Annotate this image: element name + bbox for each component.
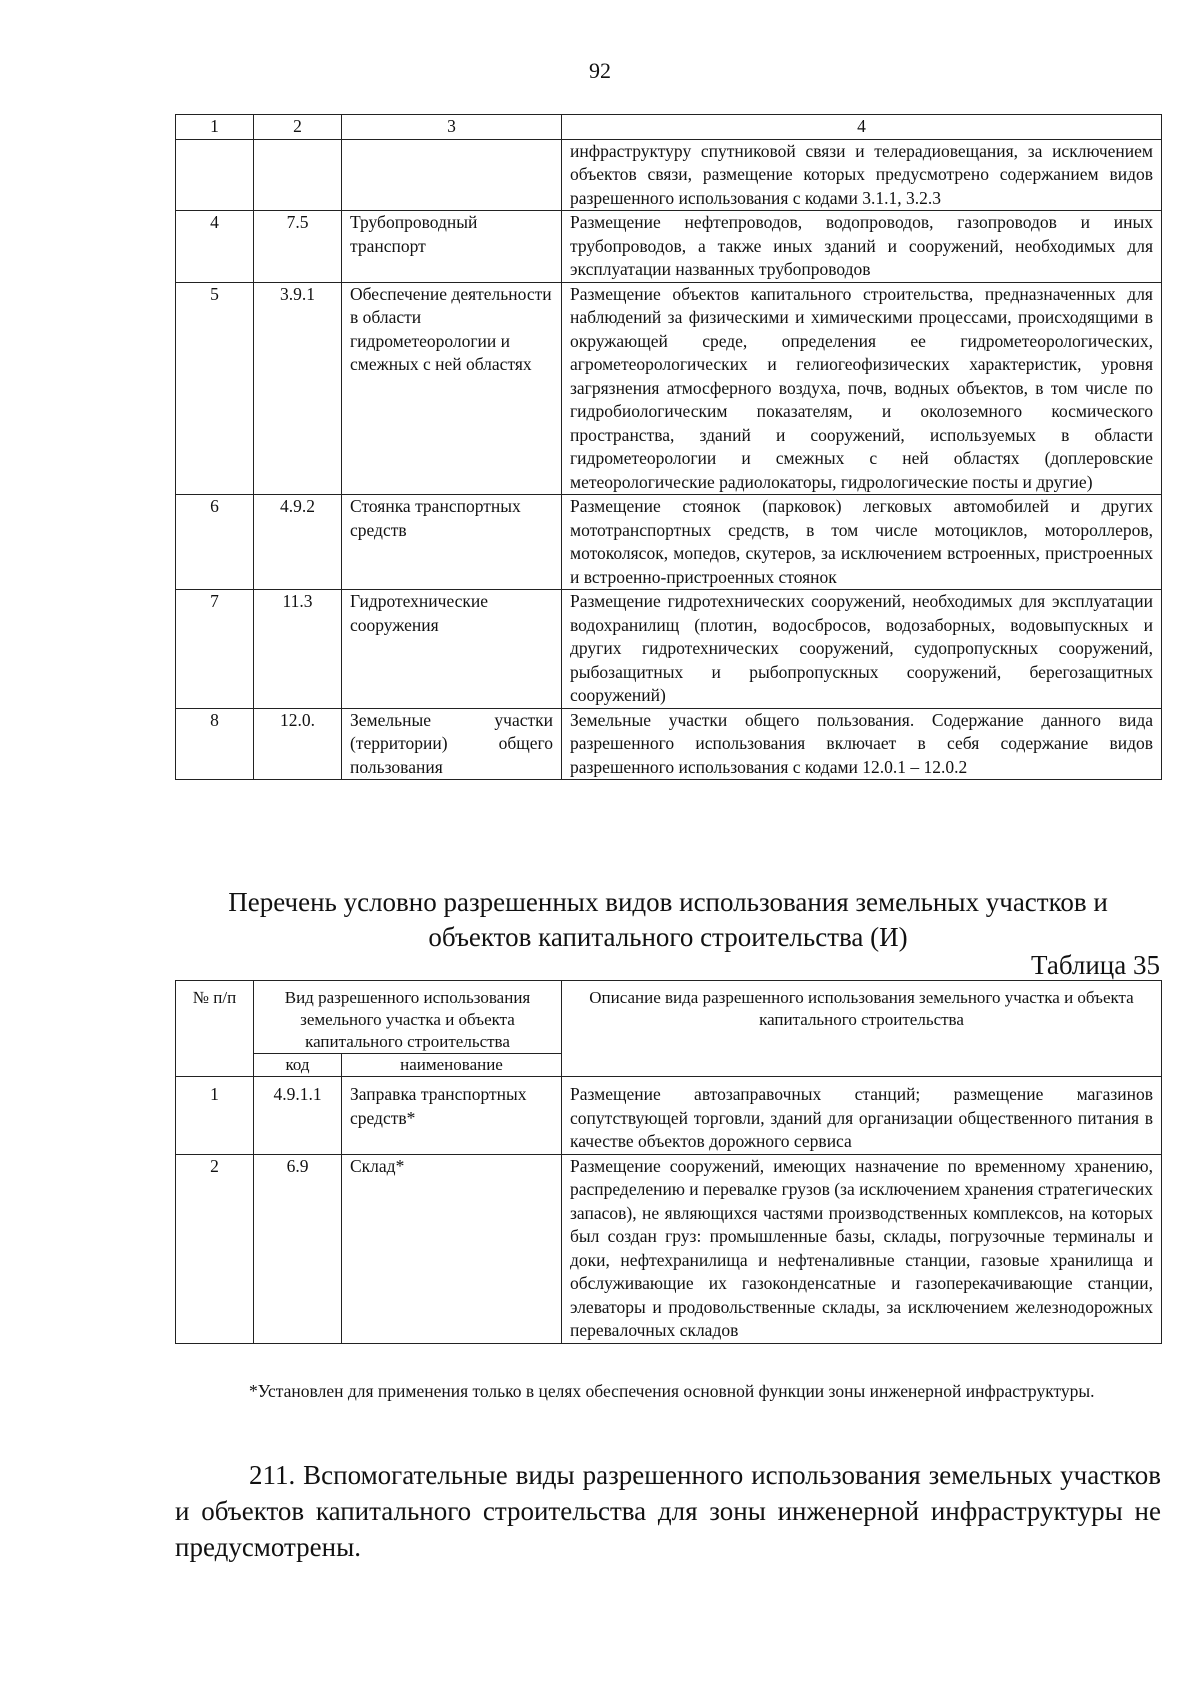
table-row [176, 1077, 1162, 1155]
use-code: 4.9.1.1 [254, 1077, 342, 1155]
clause-211: 211. Вспомогательные виды разрешенного использования земельных участков и объектов капитального строительства для зоны инженерной инфраструктуры не предусмотрены. [175, 1460, 1161, 1562]
table-row [176, 1154, 1162, 1343]
use-code: 6.9 [254, 1154, 342, 1343]
use-code: 7.5 [254, 211, 342, 283]
row-number: 1 [176, 1077, 254, 1155]
use-name: Заправка транспортных средств* [342, 1077, 562, 1155]
table-row [176, 495, 1162, 590]
column-header: 4 [562, 115, 1162, 140]
use-description: Земельные участки общего пользования. Содержание данного вида разрешенного использования включает в себя содержание видов разрешенного использования с кодами 12.0.1 – 12.0.2 [562, 708, 1162, 780]
use-code [254, 139, 342, 211]
row-number: 5 [176, 282, 254, 495]
use-description: Размещение сооружений, имеющих назначение по временному хранению, распределению и перевалке грузов (за исключением хранения стратегических запасов), не являющихся частями производственных комплексов, на которых был создан груз: промышленные базы, склады, погрузочные терминалы и доки, нефтехранилища и нефтеналивные станции, газовые хранилища и обслуживающие их газоконденсатные и газоперекачивающие станции, элеваторы и продовольственные склады, за исключением железнодорожных перевалочных складов [562, 1154, 1162, 1343]
table-row [176, 139, 1162, 211]
table-header-row [176, 115, 1162, 140]
use-type-column-header: Вид разрешенного использования земельного участка и объекта капитального строительства [254, 981, 562, 1054]
table-caption: Таблица 35 [1031, 950, 1160, 980]
table-header-row [176, 981, 1162, 1054]
use-name [342, 139, 562, 211]
table-row [176, 211, 1162, 283]
use-name: Обеспечение деятельности в области гидрометеорологии и смежных с ней областях [342, 282, 562, 495]
table-row [176, 590, 1162, 709]
use-code: 4.9.2 [254, 495, 342, 590]
table-row [176, 708, 1162, 780]
page-number: 92 [589, 58, 611, 83]
row-number: 7 [176, 590, 254, 709]
section-heading: Перечень условно разрешенных видов использования земельных участков и объектов капитального строительства (И) [228, 887, 1108, 952]
row-number: 2 [176, 1154, 254, 1343]
row-number: 4 [176, 211, 254, 283]
row-number: 8 [176, 708, 254, 780]
use-name: Трубопроводный транспорт [342, 211, 562, 283]
description-column-header: Описание вида разрешенного использования земельного участка и объекта капитального строительства [562, 981, 1162, 1077]
use-name: Стоянка транспортных средств [342, 495, 562, 590]
row-number: 6 [176, 495, 254, 590]
land-use-table-continued [175, 114, 1162, 780]
table-row [176, 282, 1162, 495]
column-header: 3 [342, 115, 562, 140]
column-header: 1 [176, 115, 254, 140]
use-code: 3.9.1 [254, 282, 342, 495]
footnote: *Установлен для применения только в целях обеспечения основной функции зоны инженерной инфраструктуры. [249, 1381, 1095, 1401]
column-header: 2 [254, 115, 342, 140]
number-column-header: № п/п [176, 981, 254, 1077]
use-description: Размещение стоянок (парковок) легковых автомобилей и других мототранспортных средств, в том числе мотоциклов, мотороллеров, мотоколясок, мопедов, скутеров, за исключением встроенных, пристроенных и встроенно-пристроенных стоянок [562, 495, 1162, 590]
use-description: Размещение гидротехнических сооружений, необходимых для эксплуатации водохранилищ (плотин, водосбросов, водозаборных, водовыпускных и других гидротехнических сооружений, судопропускных сооружений, рыбозащитных и рыбопропускных сооружений, берегозащитных сооружений) [562, 590, 1162, 709]
use-code: 12.0. [254, 708, 342, 780]
row-number [176, 139, 254, 211]
name-column-header: наименование [342, 1054, 562, 1077]
use-code: 11.3 [254, 590, 342, 709]
use-name: Гидротехнические сооружения [342, 590, 562, 709]
use-name: Склад* [342, 1154, 562, 1343]
use-description: инфраструктуру спутниковой связи и телерадиовещания, за исключением объектов связи, размещение которых предусмотрено содержанием видов разрешенного использования с кодами 3.1.1, 3.2.3 [562, 139, 1162, 211]
use-description: Размещение объектов капитального строительства, предназначенных для наблюдений за физическими и химическими процессами, происходящими в окружающей среде, определения ее гидрометеорологических, агрометеорологических и гелиогеофизических характеристик, уровня загрязнения атмосферного воздуха, почв, водных объектов, в том числе по гидробиологическим показателям, и околоземного космического пространства, зданий и сооружений, используемых в области гидрометеорологии и смежных с ней областях (доплеровские метеорологические радиолокаторы, гидрологические посты и другие) [562, 282, 1162, 495]
use-description: Размещение автозаправочных станций; размещение магазинов сопутствующей торговли, зданий для организации общественного питания в качестве объектов дорожного сервиса [562, 1077, 1162, 1155]
code-column-header: код [254, 1054, 342, 1077]
conditional-use-table [175, 980, 1162, 1344]
use-name: Земельные участки (территории) общего пользования [342, 708, 562, 780]
use-description: Размещение нефтепроводов, водопроводов, газопроводов и иных трубопроводов, а также иных зданий и сооружений, необходимых для эксплуатации названных трубопроводов [562, 211, 1162, 283]
